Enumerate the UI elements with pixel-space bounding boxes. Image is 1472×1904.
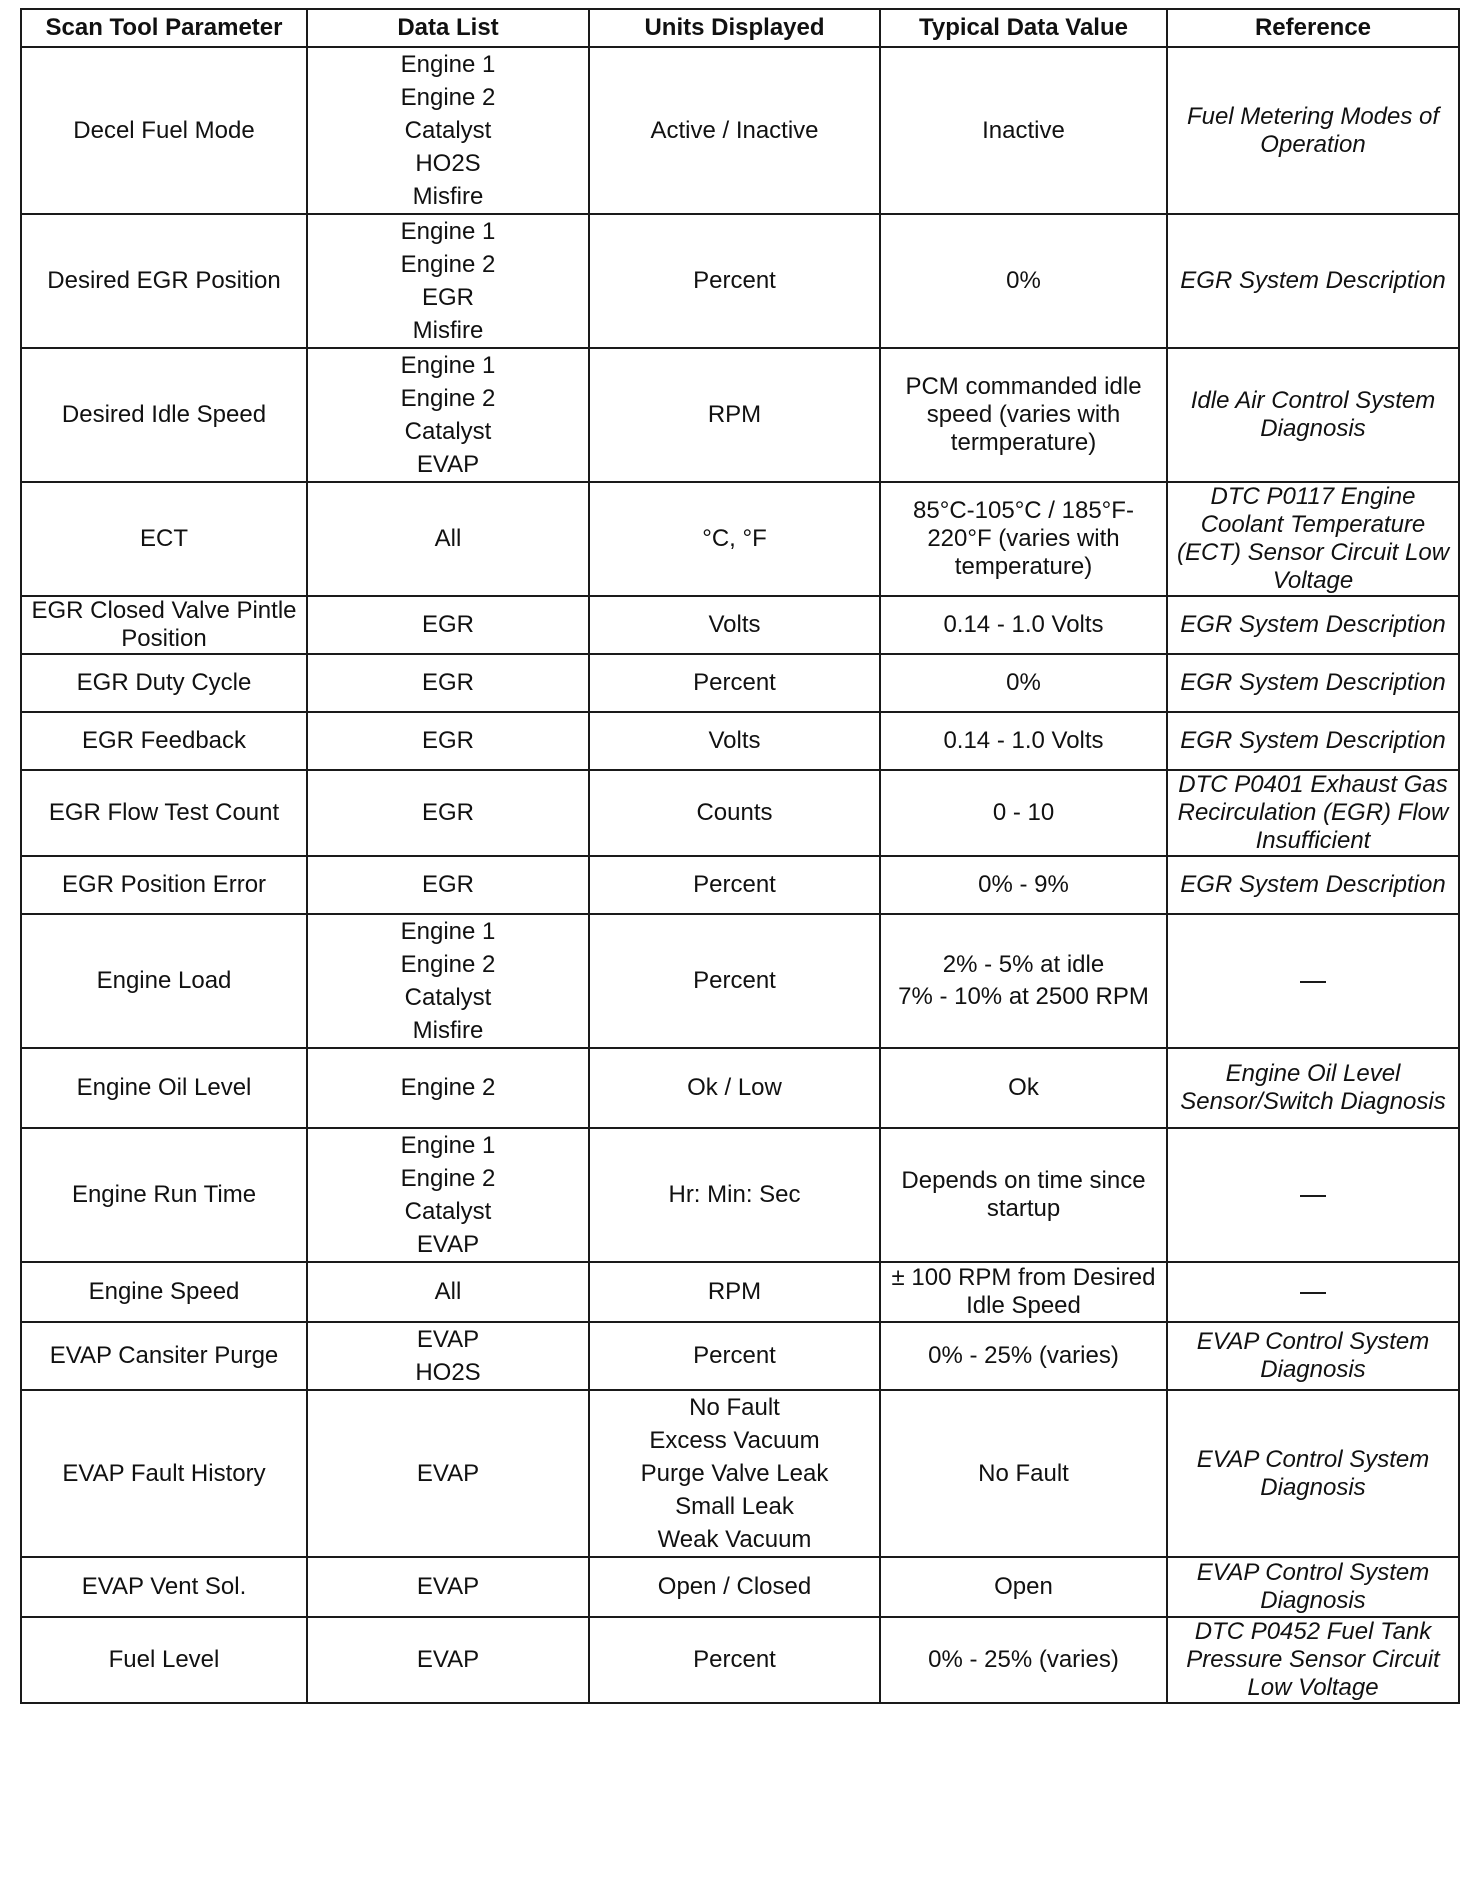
typical-value-cell [880,654,1167,712]
units-cell [589,1262,880,1322]
table-row [21,1617,1459,1703]
data-list-cell-line: EVAP [416,1326,480,1353]
units-cell-line: No Fault [689,1394,780,1421]
reference-cell [1167,348,1459,482]
units-cell [589,856,880,914]
reference-cell [1167,770,1459,856]
data-list-cell-line: HO2S [415,1359,481,1386]
parameter-cell: Desired EGR Position [21,214,307,348]
units-cell-line: Percent [693,669,776,696]
header-typical-data-value: Typical Data Value [880,9,1167,47]
reference-cell [1167,654,1459,712]
reference-cell [1167,856,1459,914]
typical-value-cell-line: Open [994,1573,1053,1600]
units-cell [589,914,880,1048]
units-cell-line: Percent [693,1646,776,1673]
header-scan-tool-parameter: Scan Tool Parameter [21,9,307,47]
reference-cell-text: EGR System Description [1180,871,1446,898]
typical-value-cell [880,1617,1167,1703]
parameter-cell: EVAP Fault History [21,1390,307,1557]
units-cell [589,654,880,712]
reference-cell-text: EVAP Control System Diagnosis [1196,1445,1430,1501]
data-list-cell-line: HO2S [415,150,481,177]
data-list-cell-line: EGR [421,727,474,754]
table-row [21,1128,1459,1262]
data-list-cell-line: Catalyst [404,984,492,1011]
parameter-cell: Engine Speed [21,1262,307,1322]
typical-value-cell-line: 0% [1006,267,1041,294]
header-row [21,9,1459,47]
reference-cell [1167,596,1459,654]
parameter-cell: Engine Run Time [21,1128,307,1262]
typical-value-cell [880,596,1167,654]
units-cell [589,596,880,654]
typical-value-cell-line: 0% [1006,669,1041,696]
typical-value-cell-line: 7% - 10% at 2500 RPM [898,983,1149,1010]
typical-value-cell-line: 0 - 10 [992,799,1055,826]
units-cell-line: Ok / Low [687,1074,782,1101]
data-list-cell [307,654,589,712]
units-cell-line: Percent [693,1342,776,1369]
data-list-cell [307,914,589,1048]
data-list-cell-line: EVAP [416,1646,480,1673]
units-cell-line: RPM [707,1278,762,1305]
data-list-cell-line: Engine 2 [400,251,496,278]
data-list-cell-line: Misfire [412,317,484,344]
data-list-cell [307,482,589,596]
table-row [21,348,1459,482]
units-cell [589,482,880,596]
typical-value-cell-line: Inactive [982,116,1065,144]
units-cell-line: Percent [693,267,776,294]
typical-value-cell-line: Depends on time since startup [901,1167,1146,1222]
typical-value-cell-line: No Fault [978,1459,1069,1487]
units-cell-line: Percent [693,871,776,898]
typical-value-cell-line: 0% - 25% (varies) [928,1646,1119,1673]
data-list-cell-line: Engine 2 [400,385,496,412]
reference-cell-text: Engine Oil Level Sensor/Switch Diagnosis [1180,1060,1446,1115]
data-list-cell-line: Engine 2 [400,84,496,111]
table-row [21,482,1459,596]
units-cell-line: Counts [696,799,773,826]
reference-cell [1167,1617,1459,1703]
typical-value-cell-line: 0% - 25% (varies) [928,1342,1119,1369]
table-row [21,1557,1459,1617]
reference-cell-text: EGR System Description [1180,267,1446,294]
data-list-cell [307,1617,589,1703]
data-list-cell-line: EGR [421,799,474,826]
typical-value-cell-line: Ok [1008,1074,1039,1101]
reference-cell-text: DTC P0117 Engine Coolant Temperature (ECT) Sensor Circuit Low Voltage [1176,483,1450,594]
header-data-list: Data List [307,9,589,47]
reference-cell-text: Fuel Metering Modes of Operation [1186,102,1440,158]
units-cell [589,214,880,348]
table-row [21,1322,1459,1390]
reference-cell-text: EGR System Description [1180,727,1446,754]
data-list-cell [307,1128,589,1262]
parameter-cell: ECT [21,482,307,596]
typical-value-cell-line: 0% - 9% [978,871,1069,898]
data-list-cell [307,770,589,856]
parameter-cell: EGR Flow Test Count [21,770,307,856]
units-cell-line: Purge Valve Leak [640,1460,829,1487]
parameter-cell: EGR Closed Valve Pintle Position [21,596,307,654]
units-cell-line: °C, °F [702,525,767,552]
typical-value-cell [880,770,1167,856]
units-cell [589,1390,880,1557]
reference-cell [1167,482,1459,596]
typical-value-cell-line: 85°C-105°C / 185°F-220°F (varies with temperature) [913,497,1134,580]
typical-value-cell [880,348,1167,482]
reference-cell [1167,47,1459,214]
data-list-cell-line: Engine 2 [400,1165,496,1192]
data-list-cell [307,1048,589,1128]
data-list-cell-line: EGR [421,284,474,311]
data-list-cell [307,596,589,654]
data-list-cell-line: EGR [421,871,474,898]
parameter-cell: Desired Idle Speed [21,348,307,482]
typical-value-cell [880,1048,1167,1128]
reference-cell [1167,1322,1459,1390]
not-applicable-dash [1300,1292,1326,1294]
reference-cell-text: DTC P0452 Fuel Tank Pressure Sensor Circuit Low Voltage [1186,1618,1440,1701]
parameter-cell: EGR Position Error [21,856,307,914]
table-row [21,47,1459,214]
data-list-cell [307,712,589,770]
units-cell-line: Volts [708,611,761,638]
data-list-cell-line: All [434,1278,462,1305]
table-row [21,214,1459,348]
table-row [21,1262,1459,1322]
data-list-cell-line: Engine 2 [400,951,496,978]
typical-value-cell [880,214,1167,348]
reference-cell [1167,214,1459,348]
data-list-cell [307,214,589,348]
data-list-cell-line: Catalyst [404,418,492,445]
typical-value-cell [880,1557,1167,1617]
data-list-cell-line: Engine 1 [400,218,496,245]
typical-value-cell [880,47,1167,214]
typical-value-cell [880,712,1167,770]
typical-value-cell [880,482,1167,596]
units-cell [589,770,880,856]
parameter-cell: Fuel Level [21,1617,307,1703]
data-list-cell-line: Misfire [412,183,484,210]
header-reference: Reference [1167,9,1459,47]
data-list-cell-line: EVAP [416,1459,480,1487]
data-list-cell-line: EVAP [416,451,480,478]
units-cell-line: Active / Inactive [650,116,819,144]
units-cell [589,1557,880,1617]
data-list-cell-line: EGR [421,611,474,638]
typical-value-cell-line: 0.14 - 1.0 Volts [943,611,1104,638]
data-list-cell-line: Engine 1 [400,352,496,379]
reference-cell [1167,1262,1459,1322]
units-cell-line: Small Leak [675,1493,794,1520]
reference-cell-text: EGR System Description [1180,611,1446,638]
data-list-cell-line: Catalyst [404,1198,492,1225]
not-applicable-dash [1300,1195,1326,1197]
reference-cell [1167,914,1459,1048]
data-list-cell [307,1322,589,1390]
typical-value-cell-line: 2% - 5% at idle [942,951,1105,978]
typical-value-cell [880,856,1167,914]
table-row [21,654,1459,712]
data-list-cell [307,47,589,214]
data-list-cell [307,1262,589,1322]
units-cell-line: Open / Closed [657,1573,812,1600]
data-list-cell-line: Catalyst [404,117,492,144]
parameter-cell: Engine Oil Level [21,1048,307,1128]
typical-value-cell [880,914,1167,1048]
data-list-cell [307,1390,589,1557]
units-cell-line: Weak Vacuum [657,1526,812,1553]
reference-cell-text: EGR System Description [1180,669,1446,696]
table-body [21,47,1459,1703]
not-applicable-dash [1300,981,1326,983]
units-cell [589,1128,880,1262]
units-cell [589,348,880,482]
data-list-cell-line: Engine 1 [400,918,496,945]
units-cell [589,47,880,214]
reference-cell-text: Idle Air Control System Diagnosis [1190,387,1436,442]
reference-cell-text: EVAP Control System Diagnosis [1196,1328,1430,1383]
units-cell-line: Excess Vacuum [649,1427,820,1454]
units-cell [589,1617,880,1703]
data-list-cell [307,856,589,914]
typical-value-cell [880,1322,1167,1390]
typical-value-cell [880,1128,1167,1262]
reference-cell-text: DTC P0401 Exhaust Gas Recirculation (EGR) Flow Insufficient [1177,771,1449,854]
table-row [21,914,1459,1048]
reference-cell [1167,1128,1459,1262]
reference-cell [1167,1390,1459,1557]
units-cell [589,1048,880,1128]
data-list-cell [307,348,589,482]
units-cell-line: Percent [693,967,776,994]
scan-tool-parameter-table [20,8,1460,1704]
table-row [21,1390,1459,1557]
reference-cell [1167,712,1459,770]
table-row [21,712,1459,770]
typical-value-cell-line: ± 100 RPM from Desired Idle Speed [891,1264,1156,1319]
typical-value-cell [880,1390,1167,1557]
data-list-cell-line: EVAP [416,1573,480,1600]
reference-cell [1167,1048,1459,1128]
data-list-cell-line: EVAP [416,1231,480,1258]
table-row [21,770,1459,856]
units-cell-line: Volts [708,727,761,754]
parameter-cell: EVAP Vent Sol. [21,1557,307,1617]
typical-value-cell-line: PCM commanded idle speed (varies with termperature) [905,373,1142,456]
typical-value-cell-line: 0.14 - 1.0 Volts [943,727,1104,754]
data-list-cell-line: All [434,525,462,552]
header-units-displayed: Units Displayed [589,9,880,47]
units-cell [589,712,880,770]
reference-cell-text: EVAP Control System Diagnosis [1196,1559,1430,1614]
parameter-cell: EGR Feedback [21,712,307,770]
units-cell-line: Hr: Min: Sec [668,1181,801,1208]
table-row [21,596,1459,654]
data-list-cell-line: EGR [421,669,474,696]
scan-tool-data-sheet [20,8,1458,1704]
units-cell-line: RPM [707,401,762,428]
parameter-cell: EVAP Cansiter Purge [21,1322,307,1390]
units-cell [589,1322,880,1390]
data-list-cell-line: Misfire [412,1017,484,1044]
data-list-cell-line: Engine 1 [400,51,496,78]
parameter-cell: Decel Fuel Mode [21,47,307,214]
data-list-cell-line: Engine 2 [400,1074,496,1101]
typical-value-cell [880,1262,1167,1322]
reference-cell [1167,1557,1459,1617]
table-row [21,856,1459,914]
data-list-cell [307,1557,589,1617]
table-row [21,1048,1459,1128]
data-list-cell-line: Engine 1 [400,1132,496,1159]
parameter-cell: Engine Load [21,914,307,1048]
parameter-cell: EGR Duty Cycle [21,654,307,712]
